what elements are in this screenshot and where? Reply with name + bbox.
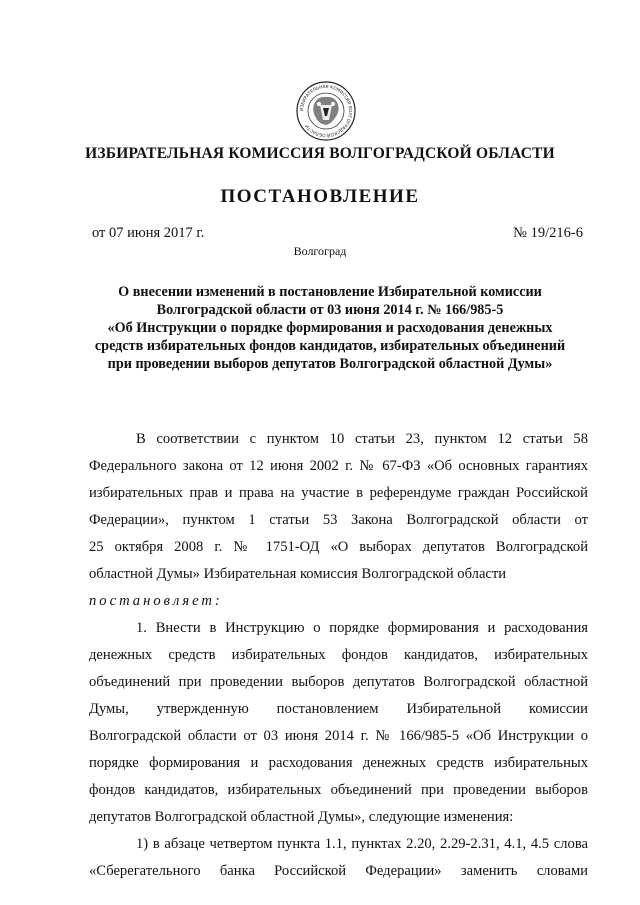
title-line: О внесении изменений в постановление Избирательной комиссии bbox=[118, 284, 542, 300]
body-line: избирательных прав и права на участие в референдуме граждан Российской bbox=[89, 485, 588, 501]
document-date: от 07 июня 2017 г. bbox=[92, 225, 205, 241]
body-line: порядке формирования и расходования денежных средств избирательных bbox=[89, 755, 588, 771]
body-line: областной Думы» Избирательная комиссия Волгоградской области bbox=[89, 566, 507, 582]
body-line: 1. Внести в Инструкцию о порядке формирования и расходования bbox=[136, 620, 588, 636]
emblem-ring-text: ИЗБИРАТЕЛЬНАЯ КОМИССИЯ ВОЛГОГРАДСКОЙ ОБЛАСТИ bbox=[299, 84, 353, 138]
document-type: ПОСТАНОВЛЕНИЕ bbox=[220, 186, 420, 207]
body-line: депутатов Волгоградской областной Думы», следующие изменения: bbox=[89, 809, 514, 825]
body-line: денежных средств избирательных фондов кандидатов, избирательных bbox=[89, 647, 588, 663]
body-line: 25 октября 2008 г. № 1751-ОД «О выборах депутатов Волгоградской bbox=[89, 539, 588, 555]
resolution-word: постановляет: bbox=[89, 593, 223, 609]
title-line: Волгоградской области от 03 июня 2014 г. № 166/985-5 bbox=[156, 302, 504, 318]
coat-of-arms-icon bbox=[295, 80, 357, 142]
body-line: Федерального закона от 12 июня 2002 г. № 67-ФЗ «Об основных гарантиях bbox=[89, 458, 588, 474]
body-line: Федерации», пунктом 1 статьи 53 Закона Волгоградской области от bbox=[89, 512, 588, 528]
body-line: фондов кандидатов, избирательных объединений при проведении выборов bbox=[89, 782, 588, 798]
title-line: средств избирательных фондов кандидатов, избирательных объединений bbox=[94, 338, 566, 354]
body-line: В соответствии с пунктом 10 статьи 23, пунктом 12 статьи 58 bbox=[136, 431, 588, 447]
document-body bbox=[89, 426, 588, 885]
document-city: Волгоград bbox=[293, 244, 347, 258]
body-line: объединений при проведении выборов депутатов Волгоградской областной bbox=[89, 674, 588, 690]
title-line: при проведении выборов депутатов Волгоградской областной Думы» bbox=[107, 356, 553, 372]
body-line: Волгоградской области от 03 июня 2014 г. № 166/985-5 «Об Инструкции о bbox=[89, 728, 588, 744]
organization-name: ИЗБИРАТЕЛЬНАЯ КОМИССИЯ ВОЛГОГРАДСКОЙ ОБЛАСТИ bbox=[85, 145, 555, 162]
body-line: Думы, утвержденную постановлением Избирательной комиссии bbox=[89, 701, 588, 717]
title-line: «Об Инструкции о порядке формирования и расходования денежных bbox=[107, 320, 553, 336]
document-title bbox=[80, 283, 580, 373]
document-number: № 19/216-6 bbox=[513, 225, 583, 241]
body-line: «Сберегательного банка Российской Федерации» заменить словами bbox=[89, 863, 588, 879]
body-line: 1) в абзаце четвертом пункта 1.1, пунктах 2.20, 2.29-2.31, 4.1, 4.5 слова bbox=[136, 836, 588, 852]
